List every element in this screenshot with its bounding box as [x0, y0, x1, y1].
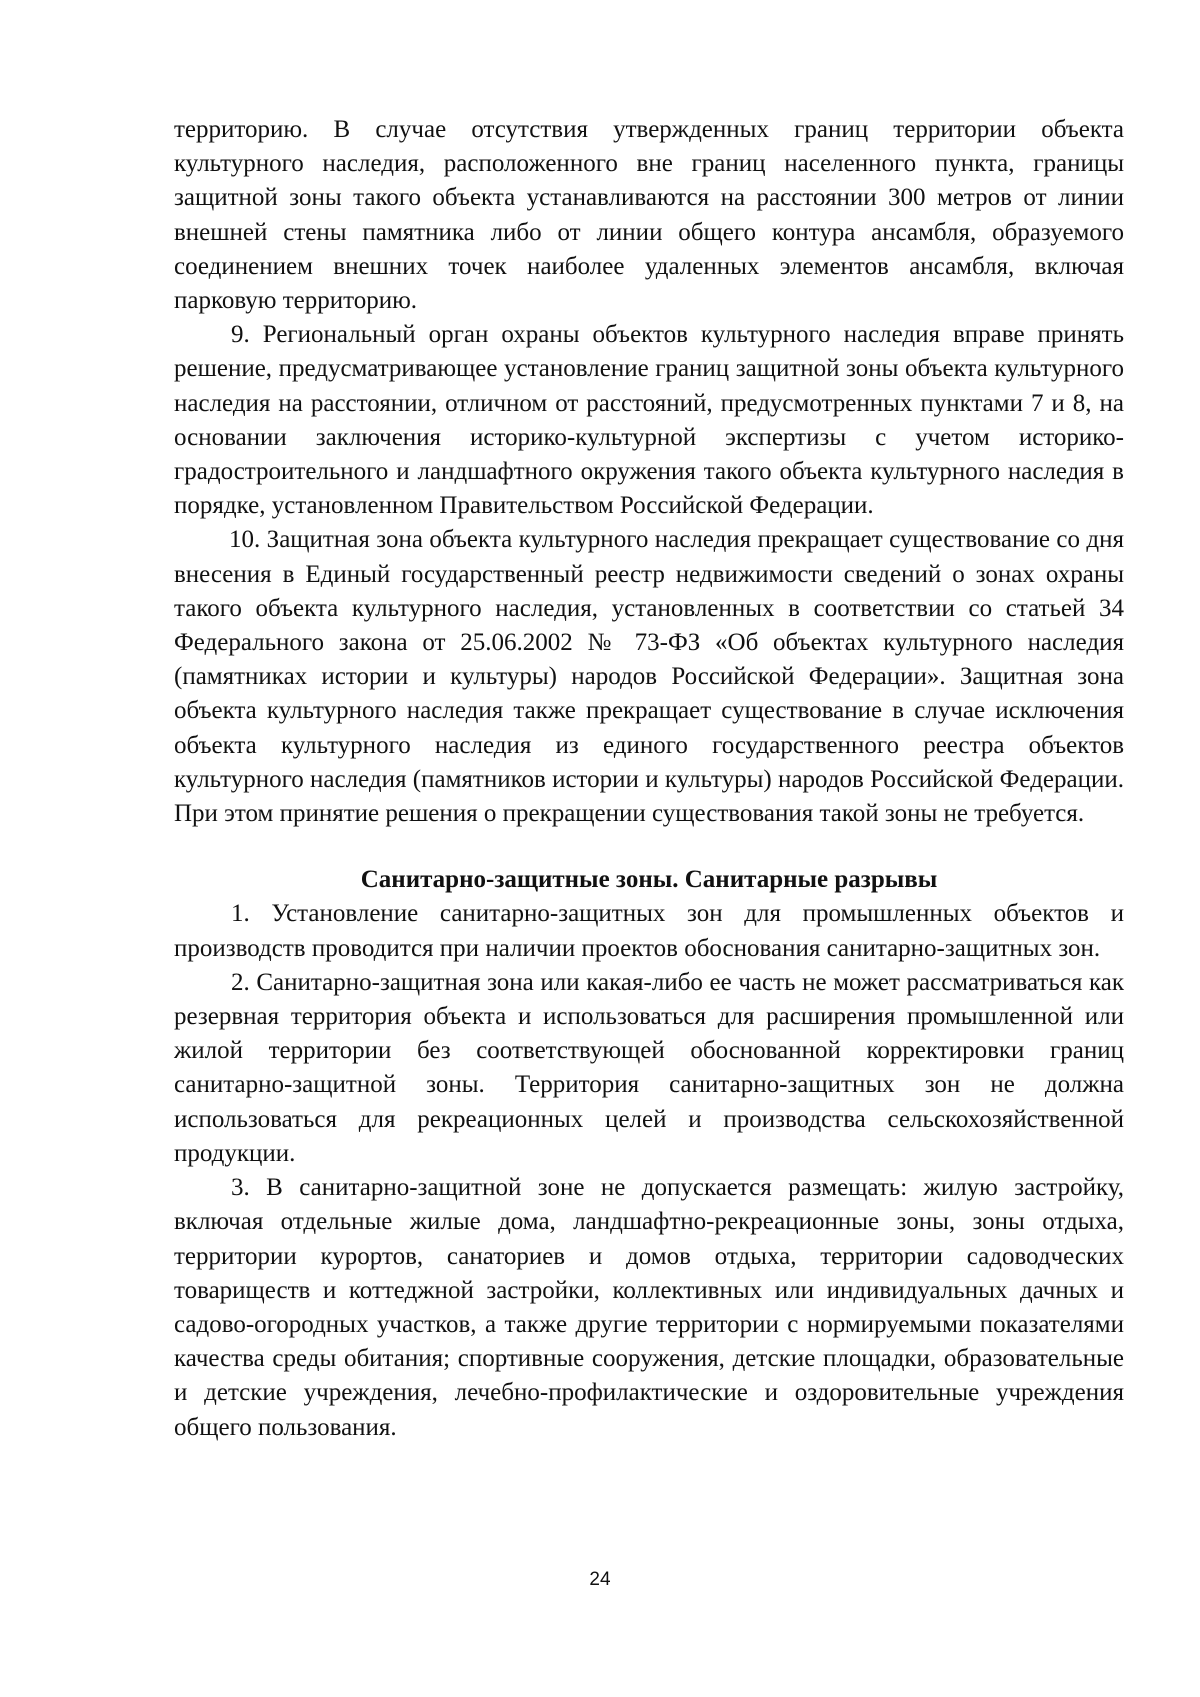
paragraph-continuation: территорию. В случае отсутствия утвержденных границ территории объекта культурного наследия, расположенного вне границ населенного пункта, границы защитной зоны такого объекта устанавливаются на расстоянии 300 метров от линии внешней стены памятника либо от линии общего контура ансамбля, образуемого соединением внешних точек наиболее удаленных элементов ансамбля, включая парковую территорию. [174, 116, 1124, 315]
document-page [174, 113, 1124, 1445]
paragraph-item-10: 10. Защитная зона объекта культурного наследия прекращает существование со дня внесения в Единый государственный реестр недвижимости сведений о зонах охраны такого объекта культурного наследия, установленных в соответствии со статьей 34 Федерального закона от 25.06.2002 № 73-ФЗ «Об объектах культурного наследия (памятниках истории и культуры) народов Российской Федерации». Защитная зона объекта культурного наследия также прекращает существование в случае исключения объекта культурного наследия из единого государственного реестра объектов культурного наследия (памятников истории и культуры) народов Российской Федерации. При этом принятие решения о прекращении существования такой зоны не требуется. [174, 526, 1124, 828]
section-paragraph-2: 2. Санитарно-защитная зона или какая-либо ее часть не может рассматриваться как резервная территория объекта и использоваться для расширения промышленной или жилой территории без соответствующей обоснованной корректировки границ санитарно-защитной зоны. Территория санитарно-защитных зон не должна использоваться для рекреационных целей и производства сельскохозяйственной продукции. [174, 968, 1124, 1167]
section-paragraph-3: 3. В санитарно-защитной зоне не допускается размещать: жилую застройку, включая отдельные жилые дома, ландшафтно-рекреационные зоны, зоны отдыха, территории курортов, санаториев и домов отдыха, территории садоводческих товариществ и коттеджной застройки, коллективных или индивидуальных дачных и садово-огородных участков, а также другие территории с нормируемыми показателями качества среды обитания; спортивные сооружения, детские площадки, образовательные и детские учреждения, лечебно-профилактические и оздоровительные учреждения общего пользования. [174, 1174, 1124, 1441]
paragraph-item-9: 9. Региональный орган охраны объектов культурного наследия вправе принять решение, предусматривающее установление границ защитной зоны объекта культурного наследия на расстоянии, отличном от расстояний, предусмотренных пунктами 7 и 8, на основании заключения историко-культурной экспертизы с учетом историко-градостроительного и ландшафтного окружения такого объекта культурного наследия в порядке, установленном Правительством Российской Федерации. [174, 321, 1124, 520]
section-heading: Санитарно-защитные зоны. Санитарные разрывы [360, 866, 938, 894]
page-number: 24 [589, 1569, 611, 1590]
section-paragraph-1: 1. Установление санитарно-защитных зон для промышленных объектов и производств проводится при наличии проектов обоснования санитарно-защитных зон. [174, 900, 1124, 962]
